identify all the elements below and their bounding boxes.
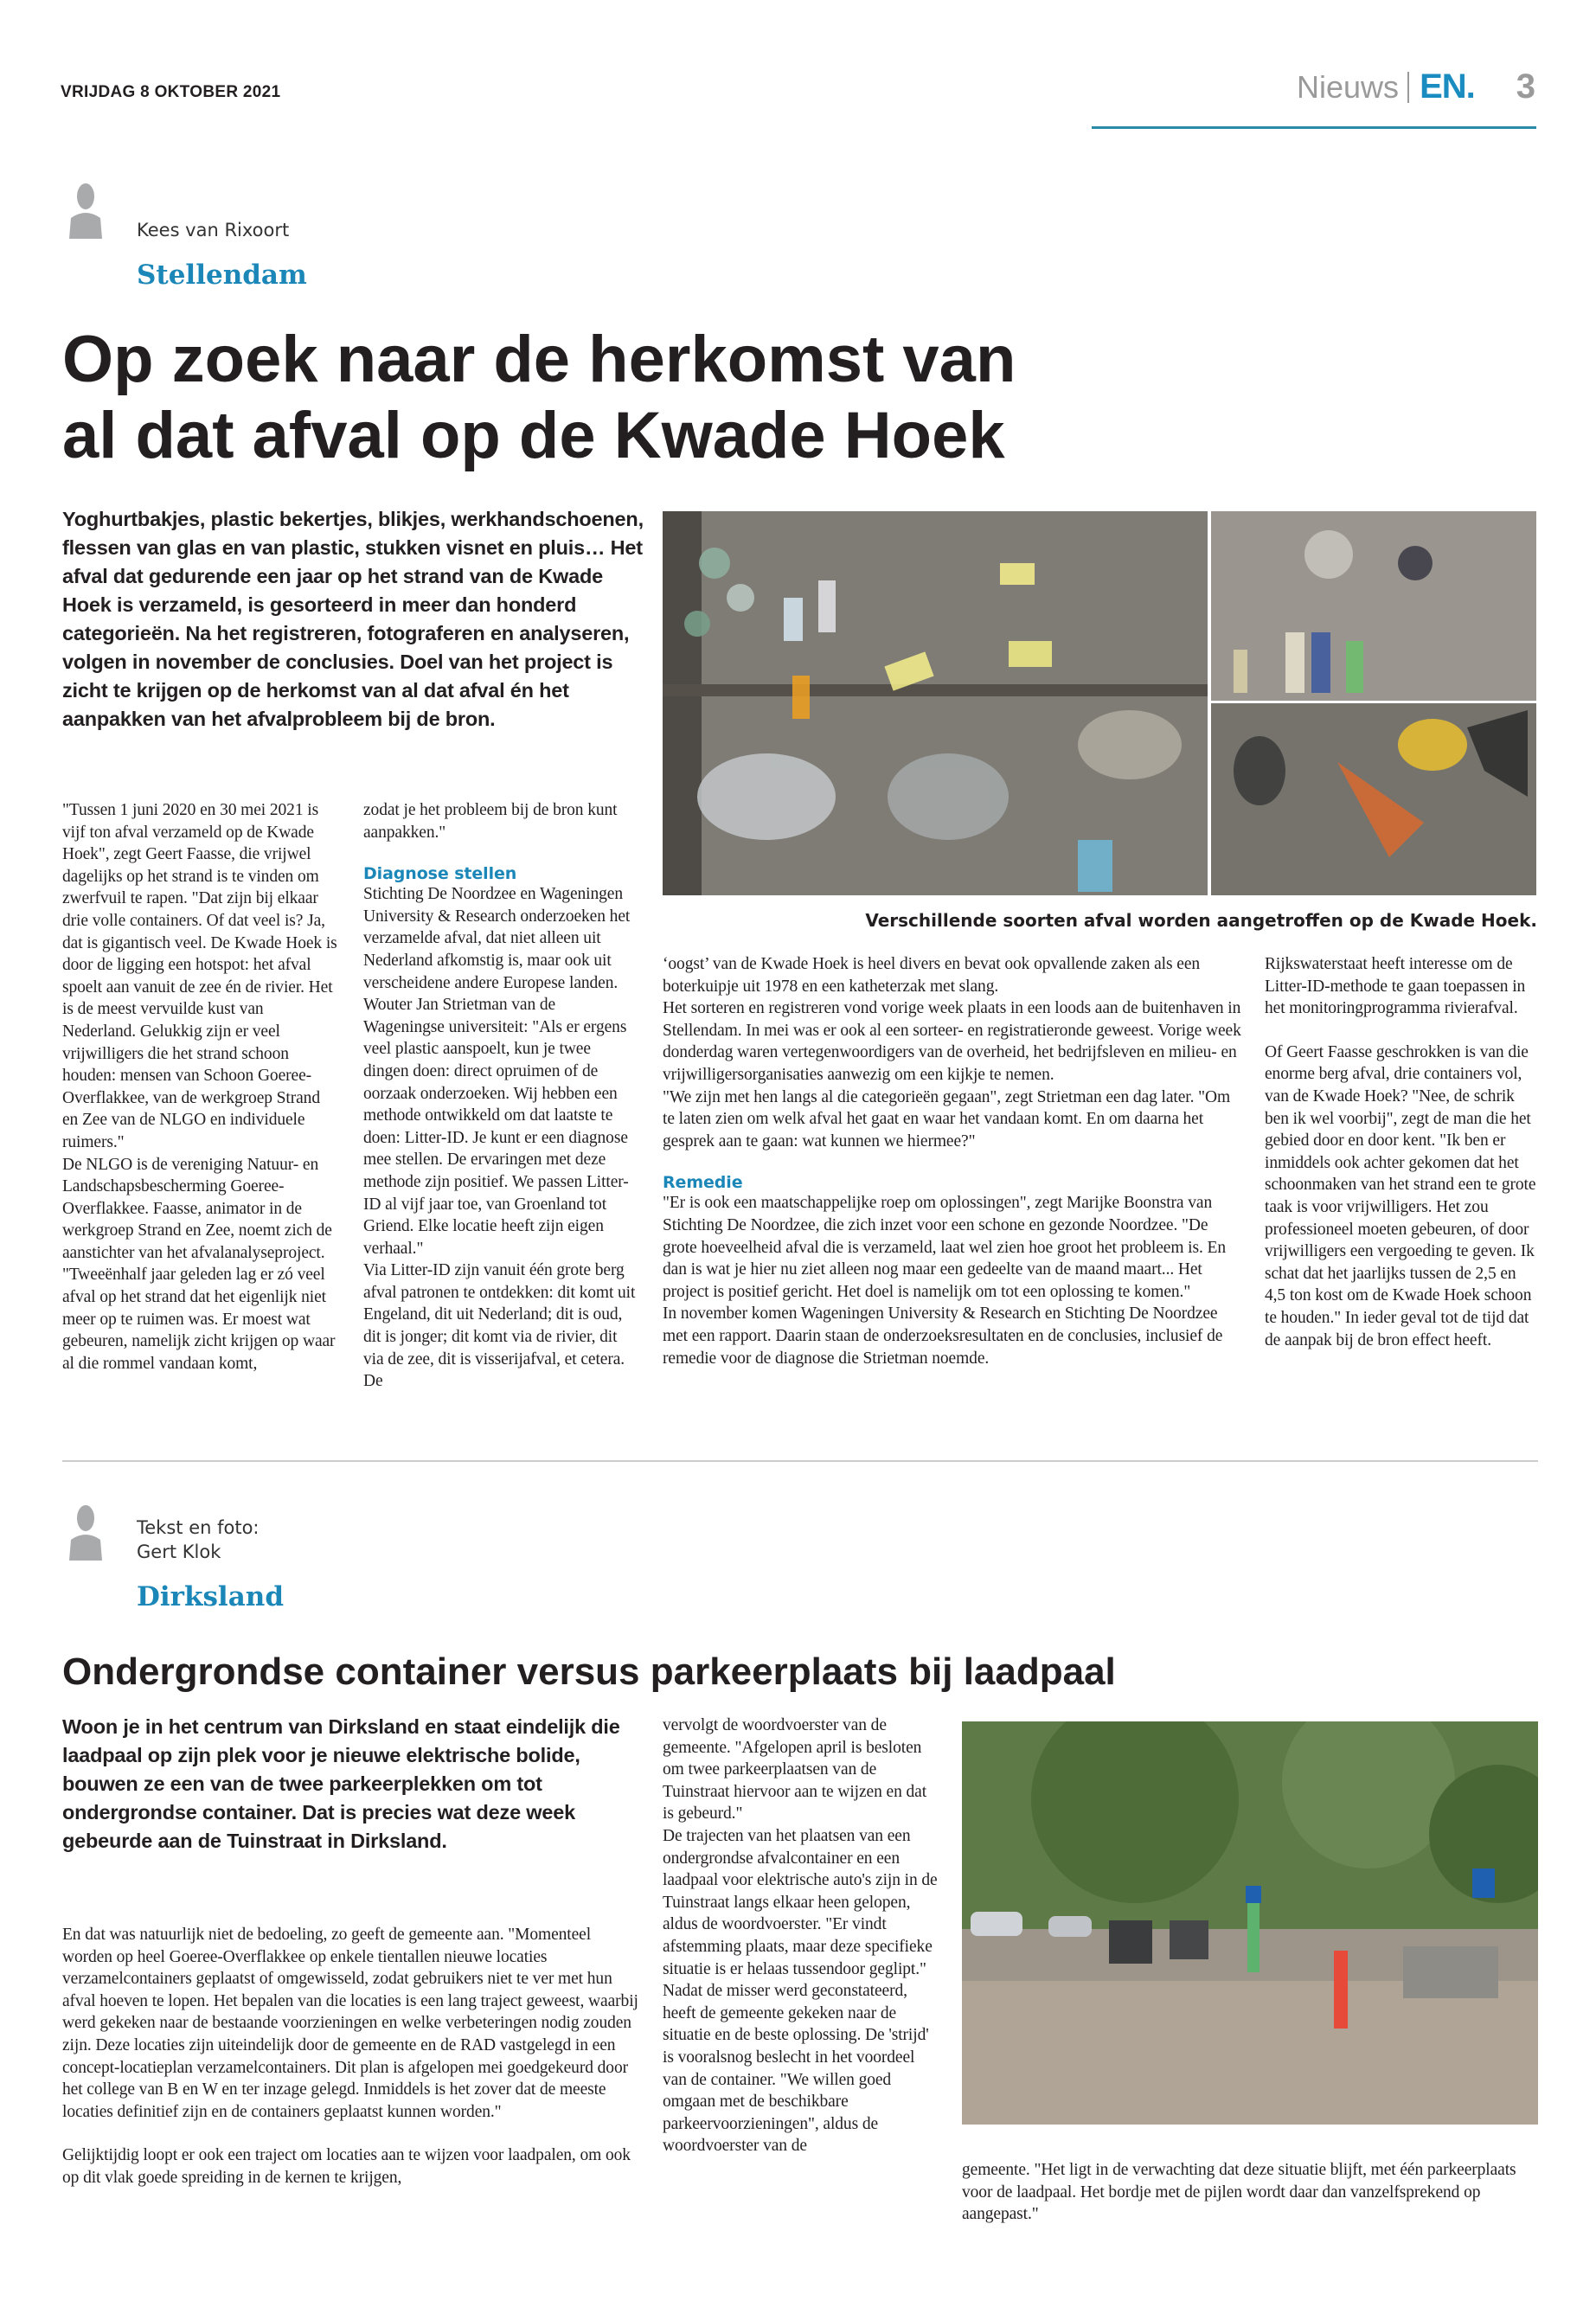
paragraph: Of Geert Faasse geschrokken is van die enorme berg afval, drie containers vol, van de Kwade Hoek? "Nee, de schrik ben ik wel voorbij", zegt de man die het gebied door en door kent. "Ik ben er inmiddels ook achter gekomen dat het schoonmaken van het strand een te grote taak is voor vrijwilligers. Het zou professioneel moeten gebeuren, of door vrijwilligers een vergoeding te geven. Ik schat dat het jaarlijks tussen de 2,5 en 4,5 ton kost om de Kwade Hoek schoon te houden." In ieder geval tot de tijd dat de aanpak bij de bron effect heeft. <box>1265 1042 1536 1349</box>
paragraph: zodat je het probleem bij de bron kunt aanpakken." <box>363 801 618 842</box>
byline <box>137 1516 260 1564</box>
paragraph: Rijkswaterstaat heeft interesse om de Litter-ID-methode te gaan toepassen in het monitoringprogramma rivierafval. <box>1265 955 1526 1018</box>
headline-line: al dat afval op de Kwade Hoek <box>62 399 1005 472</box>
paragraph: Via Litter-ID zijn vanuit één grote berg afval patronen te ontdekken: dit komt uit Engeland, dit uit Nederland; dit is oud, dit is jonger; dit komt via de rivier, dit via de zee, dit is visserijafval, et cetera. De <box>363 1261 636 1391</box>
brand-logo: EN. <box>1420 67 1475 106</box>
lead-paragraph: Woon je in het centrum van Dirksland en staat eindelijk die laadpaal op zijn plek voor je nieuwe elektrische bolide, bouwen ze een van de twee parkeerplekken om tot ondergrondse container. Dat is precies wat deze week gebeurde aan de Tuinstraat in Dirksland. <box>62 1715 620 1852</box>
dateline-place: Stellendam <box>137 260 307 291</box>
article-column-2 <box>663 1715 939 2157</box>
issue-date: VRIJDAG 8 OKTOBER 2021 <box>61 83 281 101</box>
author-name: Gert Klok <box>137 1541 221 1562</box>
masthead <box>1297 67 1535 106</box>
paragraph: Stichting De Noordzee en Wageningen University & Research onderzoeken het verzamelde afval, dat niet alleen uit Nederland afkomstig is, maar ook uit verscheidene andere Europese landen. Wouter Jan Strietman van de Wageningse universiteit: "Als er ergens veel plastic aanspoelt, kun je twee dingen doen: direct opruimen of de oorzaak onderzoeken. Wij hebben een methode ontwikkeld om dat laatste te doen: Litter-ID. Je kunt er een diagnose mee stellen. De ervaringen met deze methode zijn positief. We passen Litter-ID al vijf jaar toe, van Groenland tot Griend. Elke locatie heeft zijn eigen verhaal." <box>363 885 631 1258</box>
paragraph: En dat was natuurlijk niet de bedoeling, zo geeft de gemeente aan. "Momenteel worden op heel Goeree-Overflakkee op enkele tientallen nieuwe locaties verzamelcontainers geplaatst of omgewisseld, zodat gebruikers niet te ver met hun afval hoeven te lopen. Het bepalen van die locaties is een lang traject geweest, waarbij werd gekeken naar de bestaande voorzieningen en welke verbeteringen nodig zouden zijn. Deze locaties zijn uiteindelijk door de gemeente en de RAD vastgelegd in een concept-locatieplan verzamelcontainers. Dit plan is afgelopen mei goedgekeurd door het college van B en W en ter inzage gelegd. Inmiddels is het zover dat de meeste locaties definitief zijn en de containers geplaatst kunnen worden." <box>62 1926 638 2121</box>
subheading: Remedie <box>663 1173 743 1193</box>
article-column-1 <box>62 1924 642 2189</box>
article-divider <box>62 1460 1538 1462</box>
credit-label: Tekst en foto: <box>137 1517 260 1538</box>
header-rule <box>1092 126 1536 129</box>
article-column-3 <box>663 953 1242 1369</box>
paragraph: De trajecten van het plaatsen van een ondergrondse afvalcontainer en een laadpaal voor elektrische auto's zijn in de Tuinstraat langs elkaar heen gelopen, aldus de woordvoerster. "Er vindt afstemming plaats, maar deze specifieke situatie is er helaas tussendoor geglipt." Nadat de misser werd geconstateerd, heeft de gemeente gekeken naar de situatie en de beste oplossing. De 'strijd' is vooralsnog beslecht in het voordeel van de container. "We willen goed omgaan met de beschikbare parkeervoorzieningen", aldus de woordvoerster van de <box>663 1826 938 2156</box>
article-column-1 <box>62 799 339 1375</box>
section-name: Nieuws <box>1297 72 1409 103</box>
lead-paragraph: Yoghurtbakjes, plastic bekertjes, blikjes, werkhandschoenen, flessen van glas en van plastic, stukken visnet en pluis… Het afval dat gedurende een jaar op het strand van de Kwade Hoek is verzameld, is gesorteerd in meer dan honderd categorieën. Na het registreren, fotograferen en analyseren, volgen in november de conclusies. Doel van het project is zicht te krijgen op de herkomst van al dat afval én het aanpakken van het afvalprobleem bij de bron. <box>62 508 644 730</box>
author-avatar-icon <box>61 1503 111 1561</box>
paragraph: vervolgt de woordvoerster van de gemeente. "Afgelopen april is besloten om twee parkeerplaatsen van de Tuinstraat hiervoor aan te wijzen en dat is gebeurd." <box>663 1716 927 1823</box>
page-number: 3 <box>1516 67 1535 106</box>
paragraph: "Tussen 1 juni 2020 en 30 mei 2021 is vijf ton afval verzameld op de Kwade Hoek", zegt Geert Faasse, die vrijwel dagelijks op het strand is te vinden om zwerfvuil te rapen. "Dat zijn bij elkaar drie volle containers. Of dat veel is? Ja, dat is gigantisch veel. De Kwade Hoek is door de ligging een hotspot: het afval spoelt aan vanuit de zee én de rivier. Het is de meest vervuilde kust van Nederland. Gelukkig zijn er veel vrijwilligers die het strand schoon houden: mensen van Schoon Goeree-Overflakkee, van de werkgroep Strand en Zee van de NLGO en individuele ruimers." <box>62 801 337 1151</box>
paragraph: "Er is ook een maatschappelijke roep om oplossingen", zegt Marijke Boonstra van Stichting De Noordzee, die zich inzet voor een schone en gezonde Noordzee. "De grote hoeveelheid afval die is verzameld, laat wel zien hoe groot het probleem is. En dan is wat je hier nu ziet alleen nog maar een gedeelte van de maand maart... Het project is positief gericht. Het doel is namelijk om tot een oplossing te komen." <box>663 1194 1226 1301</box>
author-name: Kees van Rixoort <box>137 220 290 240</box>
paragraph: In november komen Wageningen University & Research en Stichting De Noordzee met een rapport. Daarin staan de onderzoeksresultaten en de conclusies, inclusief de remedie voor de diagnose die Strietman noemde. <box>663 1304 1223 1368</box>
photo-caption: Verschillende soorten afval worden aangetroffen op de Kwade Hoek. <box>865 910 1537 931</box>
headline <box>62 322 1016 474</box>
litter-photo-collage <box>663 511 1536 895</box>
author-avatar-icon <box>61 182 111 239</box>
paragraph: "We zijn met hen langs al die categorieën gegaan", zegt Strietman een dag later. "Om te laten zien om welk afval het gaat en waar het vandaan komt. En om daarna het gesprek aan te gaan: wat kunnen we hiermee?" <box>663 1087 1231 1150</box>
paragraph: ‘oogst’ van de Kwade Hoek is heel divers en bevat ook opvallende zaken als een boterkuipje uit 1978 en een katheterzak met slang. <box>663 955 1201 996</box>
paragraph: De NLGO is de vereniging Natuur- en Landschapsbescherming Goeree-Overflakkee. Faasse, animator in de werkgroep Strand en Zee, noemt zich de aanstichter van het afvalanalyseproject. "Tweeënhalf jaar geleden lag er zó veel afval op het strand dat het eigenlijk niet meer op te ruimen was. Er moest wat gebeuren, namelijk zicht krijgen op waar al die rommel vandaan komt, <box>62 1155 336 1373</box>
article-column-3 <box>962 2159 1538 2226</box>
headline: Ondergrondse container versus parkeerplaats bij laadpaal <box>62 1650 1116 1693</box>
paragraph: gemeente. "Het ligt in de verwachting dat deze situatie blijft, met één parkeerplaats voor de laadpaal. Het bordje met de pijlen wordt daar dan vanzelfsprekend op aangepast." <box>962 2161 1516 2224</box>
paragraph: Gelijktijdig loopt er ook een traject om locaties aan te wijzen voor laadpalen, om ook op dit vlak goede spreiding in de kernen te krijgen, <box>62 2146 631 2187</box>
street-photo <box>962 1721 1538 2125</box>
article-column-2 <box>363 799 638 1393</box>
article-column-4 <box>1265 953 1540 1351</box>
dateline-place: Dirksland <box>137 1581 285 1612</box>
paragraph: Het sorteren en registreren vond vorige week plaats in een loods aan de buitenhaven in Stellendam. In mei was er ook al een sorteer- en registratieronde geweest. Vorige week donderdag waren vertegenwoordigers van de overheid, het bedrijfsleven en milieu- en vrijwilligersorganisaties aanwezig om een kijkje te nemen. <box>663 999 1241 1084</box>
subheading: Diagnose stellen <box>363 864 517 884</box>
headline-line: Op zoek naar de herkomst van <box>62 323 1016 396</box>
